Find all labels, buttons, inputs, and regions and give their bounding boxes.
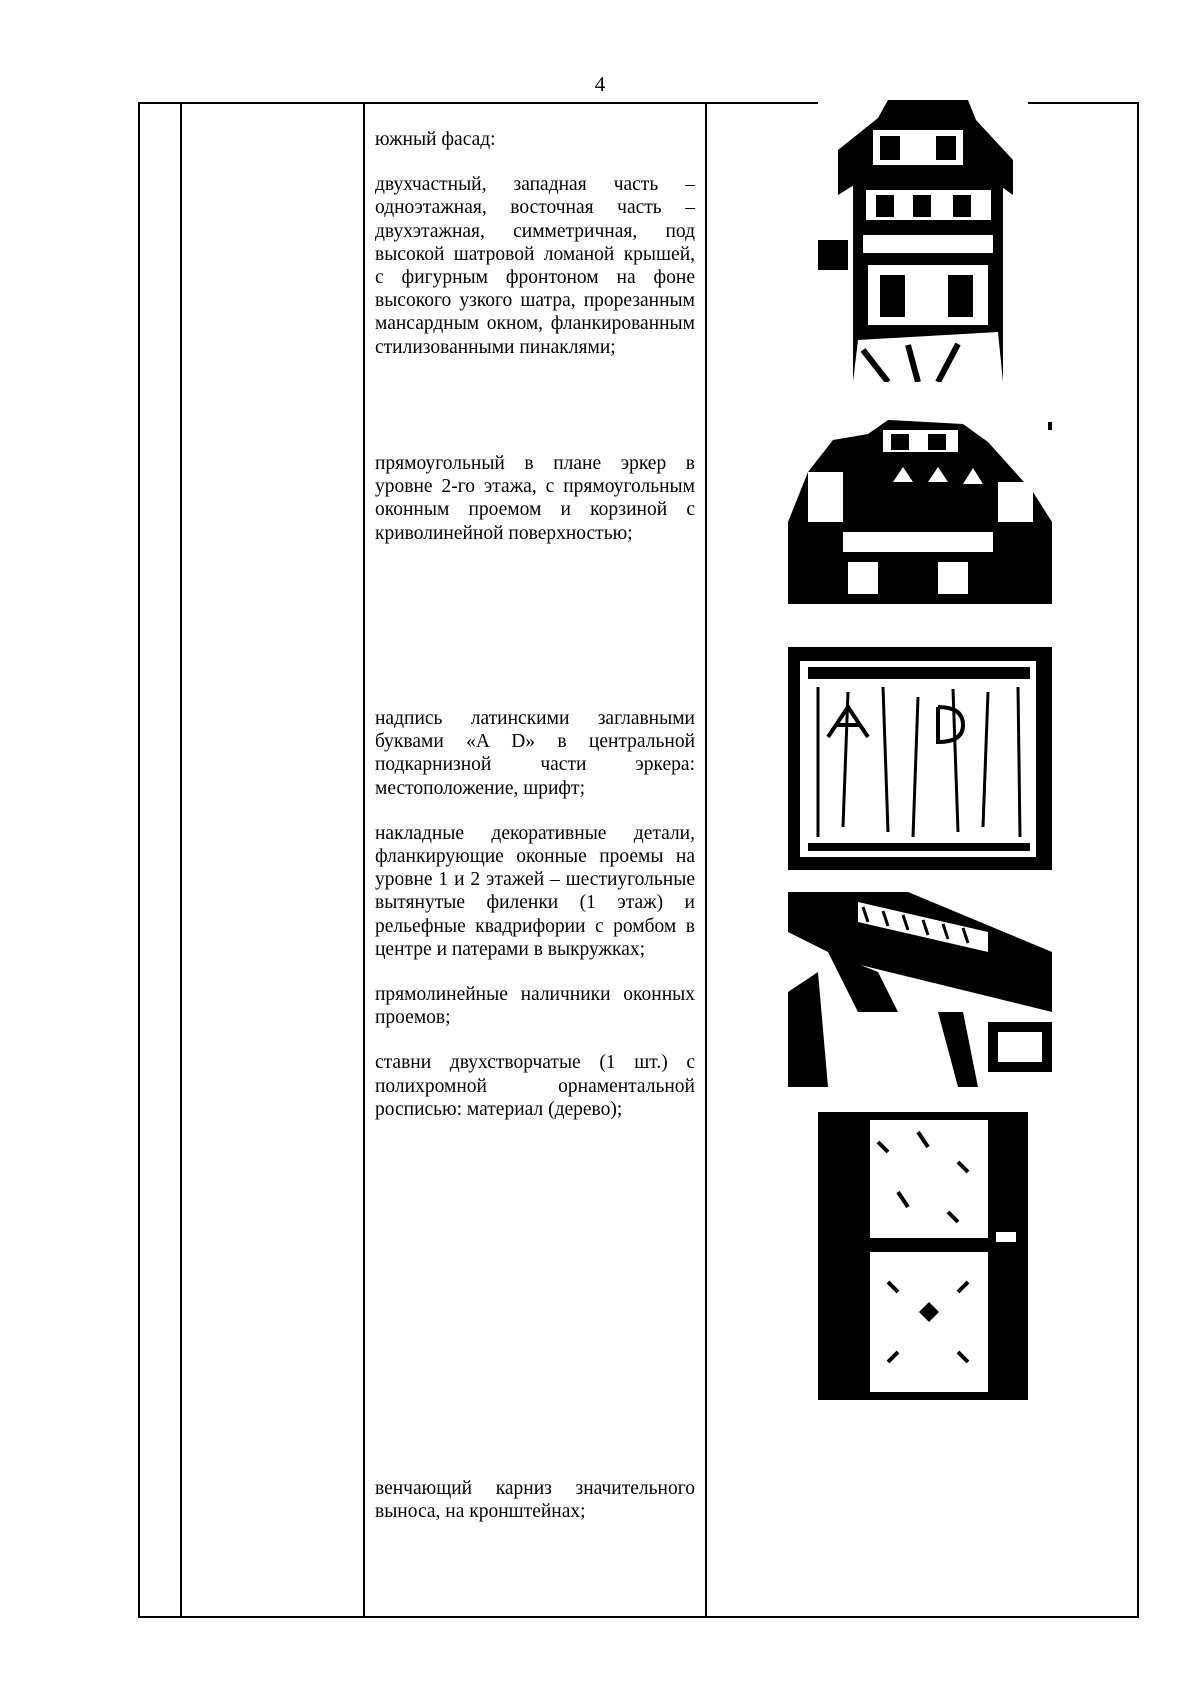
column-divider-2: [363, 102, 365, 1618]
description-paragraph: надпись латинскими заглавными буквами «A D» в центральной подкарнизной части эркера: местоположение, шрифт;: [375, 708, 695, 799]
column-divider-3: [705, 102, 707, 1618]
description-paragraph: прямолинейные наличники оконных проемов;: [375, 984, 695, 1029]
description-paragraph: накладные декоративные детали, фланкирующие оконные проемы на уровне 1 и 2 этажей – шестиугольные вытянутые филенки (1 этаж) и рельефные квадрифории с ромбом в центре и патерами в выкружках;: [375, 822, 695, 960]
description-south-facade: [375, 128, 695, 359]
description-heading: южный фасад:: [375, 129, 496, 150]
description-paragraph: венчающий карниз значительного выноса, на кронштейнах;: [375, 1478, 695, 1523]
inscription-photo: [788, 647, 1052, 870]
description-inscription-and-details: [375, 707, 695, 1121]
description-paragraph: двухчастный, западная часть – одноэтажная, восточная часть – двухэтажная, симметричная, под высокой шатровой ломаной крышей, с фигурным фронтоном на фоне высокого узкого шатра, прорезанным мансардным окном, фланкированным стилизованными пинаклями;: [375, 174, 695, 358]
page-number: 4: [594, 72, 606, 96]
description-cornice: [375, 1477, 695, 1523]
bay-window-photo: [788, 412, 1052, 604]
description-paragraph: прямоугольный в плане эркер в уровне 2-го этажа, с прямоугольным оконным проемом и корзиной с криволинейной поверхностью;: [375, 453, 695, 544]
description-bay-window: [375, 452, 695, 545]
shutters-photo: [818, 1112, 1028, 1400]
column-divider-1: [180, 102, 182, 1618]
south-facade-photo: [818, 100, 1028, 382]
decorative-details-photo: [788, 892, 1052, 1087]
description-paragraph: ставни двухстворчатые (1 шт.) с полихромной орнаментальной росписью: материал (дерево);: [375, 1052, 695, 1120]
